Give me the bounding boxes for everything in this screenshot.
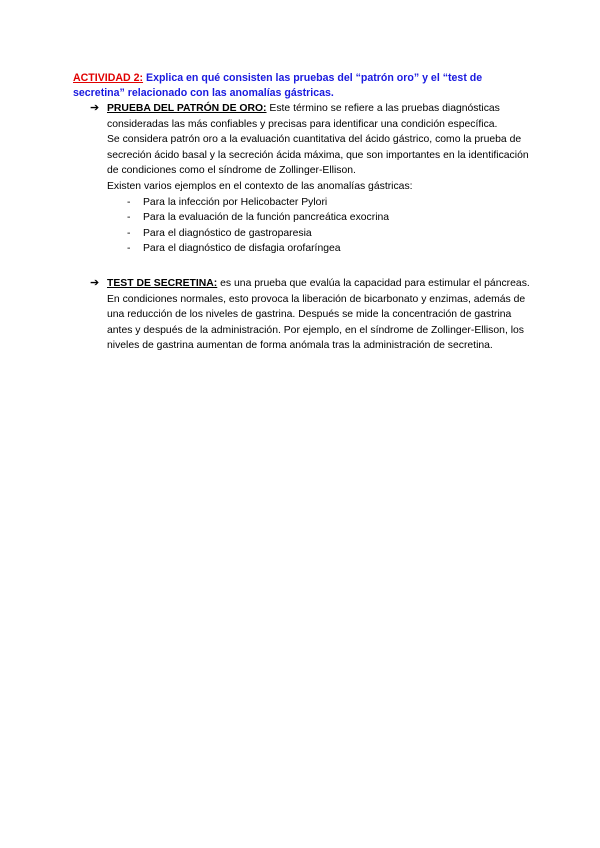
- list-item-text: Para el diagnóstico de gastroparesia: [143, 227, 312, 239]
- list-item-text: Para la evaluación de la función pancreática exocrina: [143, 212, 390, 224]
- activity-label: ACTIVIDAD 2:: [73, 72, 144, 84]
- dash-bullet: -: [127, 227, 131, 239]
- section-title: PRUEBA DEL PATRÓN DE ORO:: [107, 103, 267, 114]
- section-intro-paragraph: [107, 276, 530, 354]
- list-item: [107, 210, 530, 226]
- section-intro-text: Este término se refiere a las pruebas diagnósticas consideradas las más confiables y precisas para identificar una condición específica.: [107, 103, 500, 130]
- section-paragraph: Existen varios ejemplos en el contexto de las anomalías gástricas:: [107, 180, 413, 192]
- list-item-text: Para el diagnóstico de disfagia orofaríngea: [143, 243, 341, 255]
- list-item: [107, 226, 530, 242]
- section-intro-text: es una prueba que evalúa la capacidad para estimular el páncreas. En condiciones normales, esto provoca la liberación de bicarbonato y enzimas, además de una reducción de los niveles de gastrina. Después se mide la concentración de gastrina antes y después de la administración. Por ejemplo, en el síndrome de Zollinger-Ellison, los niveles de gastrina aumentan de forma anómala tras la administración de secretina.: [107, 278, 530, 352]
- list-item: [107, 241, 530, 257]
- section-paragraph: Se considera patrón oro a la evaluación cuantitativa del ácido gástrico, como la prueba de secreción ácido basal y la secreción ácida máxima, que son importantes en la identificación de condiciones como el síndrome de Zollinger-Ellison.: [107, 134, 529, 177]
- arrow-bullet-icon: ➔: [90, 102, 100, 114]
- section-patron-oro: [90, 101, 530, 257]
- list-item-text: Para la infección por Helicobacter Pylori: [143, 196, 328, 208]
- examples-list: [107, 195, 530, 257]
- section-title: TEST DE SECRETINA:: [107, 278, 218, 289]
- activity-question: Explica en qué consisten las pruebas del “patrón oro” y el “test de secretina” relacionado con las anomalías gástricas.: [73, 72, 483, 99]
- dash-bullet: -: [127, 212, 131, 224]
- dash-bullet: -: [127, 196, 131, 208]
- activity-heading: [73, 71, 533, 101]
- arrow-bullet-icon: ➔: [90, 277, 100, 289]
- list-item: [107, 195, 530, 211]
- section-test-secretina: [90, 276, 530, 354]
- section-intro-paragraph: [107, 101, 530, 132]
- dash-bullet: -: [127, 243, 131, 255]
